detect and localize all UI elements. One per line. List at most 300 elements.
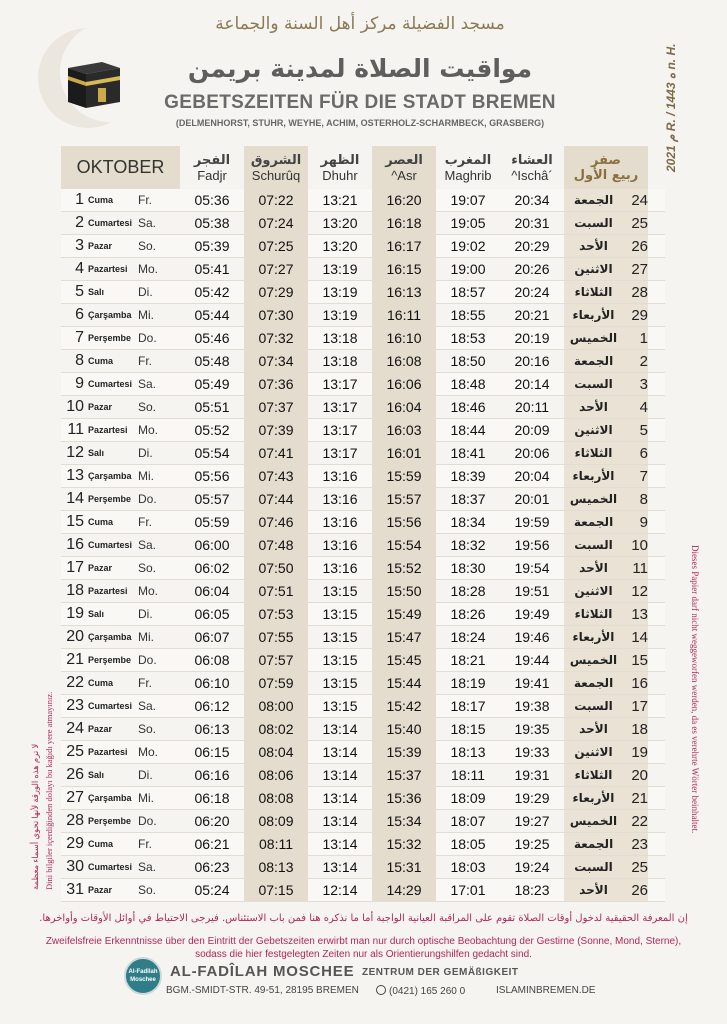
- mosque-name-arabic: مسجد الفضيلة مركز أهل السنة والجماعة: [215, 14, 505, 34]
- prayer-time: 18:23: [514, 882, 550, 898]
- prayer-time: 15:34: [372, 810, 436, 832]
- weekday-german: Mi.: [138, 630, 154, 644]
- prayer-time: 16:01: [372, 442, 436, 464]
- prayer-time: 07:48: [244, 534, 308, 556]
- prayer-time: 18:37: [450, 491, 486, 507]
- kaaba-icon: [64, 54, 124, 114]
- col-header-de: ^Asr: [391, 167, 417, 183]
- day-number: 3: [75, 237, 84, 254]
- weekday-german: Sa.: [138, 377, 157, 391]
- prayer-time: 06:05: [194, 606, 230, 622]
- prayer-time: 13:14: [322, 790, 358, 806]
- weekday-german: Di.: [138, 446, 153, 460]
- table-row: [61, 212, 665, 235]
- prayer-time: 18:21: [450, 652, 486, 668]
- prayer-time: 07:36: [244, 373, 308, 395]
- prayer-time: 15:40: [372, 718, 436, 740]
- col-header-de: Fadjr: [197, 167, 227, 183]
- hijri-day: 2: [639, 352, 648, 370]
- hijri-day: 8: [639, 490, 648, 508]
- prayer-time: 08:08: [244, 787, 308, 809]
- hijri-day: 14: [631, 628, 648, 646]
- hijri-weekday: الأحد: [579, 239, 608, 253]
- hijri-weekday: الاثنين: [574, 584, 613, 598]
- prayer-time: 18:41: [450, 445, 486, 461]
- weekday-german: Mo.: [138, 262, 159, 276]
- prayer-time: 16:04: [372, 396, 436, 418]
- hijri-day: 10: [631, 536, 648, 554]
- hijri-day: 19: [631, 743, 648, 761]
- prayer-time: 18:15: [450, 721, 486, 737]
- weekday-turkish: Pazartesi: [88, 586, 128, 596]
- footer-german-line2: sodass die hier festgelegten Zeiten nur als Orientierungshilfen gedacht sind.: [195, 949, 532, 960]
- prayer-time: 13:16: [322, 514, 358, 530]
- table-row: [61, 534, 665, 557]
- prayer-time: 19:25: [514, 836, 550, 852]
- prayer-time: 13:15: [322, 675, 358, 691]
- hijri-date: [564, 672, 648, 694]
- prayer-time: 06:15: [194, 744, 230, 760]
- hijri-month-1: صفر: [590, 152, 621, 168]
- prayer-time: 15:31: [372, 856, 436, 878]
- prayer-time: 20:29: [514, 238, 550, 254]
- prayer-time: 05:46: [194, 330, 230, 346]
- hijri-day: 4: [639, 398, 648, 416]
- prayer-time: 08:04: [244, 741, 308, 763]
- hijri-month-2: ربيع الأول: [573, 167, 639, 183]
- day-number: 23: [66, 697, 84, 714]
- prayer-time: 12:14: [322, 882, 358, 898]
- table-header: [61, 146, 665, 189]
- prayer-time: 19:35: [514, 721, 550, 737]
- hijri-day: 6: [639, 444, 648, 462]
- weekday-german: Do.: [138, 492, 157, 506]
- prayer-time: 07:34: [244, 350, 308, 372]
- left-notice-arabic: لا ترم هذه الورقة لأنها تحوي أسماء معظمة: [30, 743, 40, 890]
- prayer-time: 05:48: [194, 353, 230, 369]
- day-number: 27: [66, 789, 84, 806]
- weekday-german: Mo.: [138, 423, 159, 437]
- day-number: 8: [75, 352, 84, 369]
- hijri-day: 29: [631, 306, 648, 324]
- col-header-de: ^Ischâ´: [511, 167, 553, 183]
- hijri-date: [564, 741, 648, 763]
- prayer-time: 08:09: [244, 810, 308, 832]
- weekday-turkish: Cuma: [88, 678, 114, 688]
- col-header-schuruq: [244, 146, 308, 189]
- footer-notice-arabic: إن المعرفة الحقيقية لدخول أوقات الصلاة تقوم على المراقبة العيانية الواجبة أما ما نذكره هنا فمن باب الاستئناس. فيرجى الاحتياط في أوائل الأوقات وأواخرها.: [39, 913, 688, 924]
- prayer-time: 19:59: [514, 514, 550, 530]
- prayer-time: 07:39: [244, 419, 308, 441]
- prayer-time: 13:14: [322, 744, 358, 760]
- prayer-time: 05:38: [194, 215, 230, 231]
- year-label: 2021 ﻡ R. / ﻩ 1443 n. H.: [664, 43, 678, 172]
- prayer-time: 16:18: [372, 212, 436, 234]
- prayer-time: 13:14: [322, 836, 358, 852]
- cities-subtitle: (DELMENHORST, STUHR, WEYHE, ACHIM, OSTERHOLZ-SCHARMBECK, GRASBERG): [175, 118, 545, 128]
- prayer-time: 16:15: [372, 258, 436, 280]
- hijri-day: 21: [631, 789, 648, 807]
- hijri-date: [564, 534, 648, 556]
- hijri-date: [564, 488, 648, 510]
- prayer-time: 19:00: [450, 261, 486, 277]
- prayer-time: 07:37: [244, 396, 308, 418]
- left-notice-turkish: Dini bilgiler içerdiğinden dolayı bu kağıdı yere atmayınız.: [44, 691, 54, 890]
- prayer-time: 07:15: [244, 879, 308, 901]
- prayer-time: 13:17: [322, 376, 358, 392]
- prayer-time: 07:41: [244, 442, 308, 464]
- hijri-day: 23: [631, 835, 648, 853]
- day-number: 11: [67, 421, 84, 438]
- col-header-ar: الظهر: [320, 152, 360, 168]
- col-header-de: Schurûq: [251, 167, 301, 183]
- hijri-day: 5: [639, 421, 648, 439]
- prayer-time: 20:06: [514, 445, 550, 461]
- prayer-time: 18:44: [450, 422, 486, 438]
- hijri-day: 3: [639, 375, 648, 393]
- weekday-turkish: Salı: [88, 448, 105, 458]
- table-row: [61, 419, 665, 442]
- prayer-time: 05:41: [194, 261, 230, 277]
- day-number: 2: [75, 214, 84, 231]
- hijri-weekday: الاثنين: [574, 423, 613, 437]
- col-header-dhuhr: [308, 146, 372, 189]
- prayer-time: 19:56: [514, 537, 550, 553]
- table-row: [61, 373, 665, 396]
- prayer-time: 16:06: [372, 373, 436, 395]
- weekday-turkish: Pazar: [88, 724, 113, 734]
- prayer-time: 06:08: [194, 652, 230, 668]
- weekday-turkish: Çarşamba: [88, 310, 132, 320]
- table-row: [61, 856, 665, 879]
- prayer-time: 18:32: [450, 537, 486, 553]
- title-arabic: مواقيت الصلاة لمدينة بريمن: [187, 54, 533, 83]
- weekday-turkish: Cuma: [88, 356, 114, 366]
- weekday-turkish: Pazartesi: [88, 425, 128, 435]
- hijri-weekday: الثلاثاء: [574, 768, 613, 782]
- prayer-time: 07:44: [244, 488, 308, 510]
- hijri-date: [564, 649, 648, 671]
- prayer-time: 06:16: [194, 767, 230, 783]
- hijri-day: 11: [632, 559, 648, 577]
- prayer-time: 20:14: [514, 376, 550, 392]
- prayer-time: 15:37: [372, 764, 436, 786]
- table-row: [61, 764, 665, 787]
- weekday-german: Mi.: [138, 791, 154, 805]
- table-body: [61, 189, 665, 902]
- prayer-time: 06:07: [194, 629, 230, 645]
- hijri-weekday: الخميس: [569, 814, 618, 828]
- prayer-time: 05:56: [194, 468, 230, 484]
- prayer-time: 19:02: [450, 238, 486, 254]
- hijri-day: 26: [631, 881, 648, 899]
- day-number: 17: [66, 559, 84, 576]
- org-tagline: ZENTRUM DER GEMÄßIGKEIT: [362, 967, 519, 978]
- day-number: 28: [66, 812, 84, 829]
- hijri-weekday: الخميس: [569, 653, 618, 667]
- prayer-time: 07:24: [244, 212, 308, 234]
- table-row: [61, 603, 665, 626]
- table-row: [61, 488, 665, 511]
- hijri-weekday: الجمعة: [573, 837, 614, 851]
- prayer-time: 08:13: [244, 856, 308, 878]
- hijri-date: [564, 603, 648, 625]
- phone-number: [376, 985, 465, 997]
- hijri-date: [564, 442, 648, 464]
- prayer-time: 20:24: [514, 284, 550, 300]
- prayer-time: 06:21: [194, 836, 230, 852]
- weekday-turkish: Cumartesi: [88, 862, 133, 872]
- day-number: 30: [66, 858, 84, 875]
- phone-icon: [376, 985, 386, 995]
- day-number: 15: [66, 513, 84, 530]
- prayer-time: 13:16: [322, 468, 358, 484]
- prayer-time: 15:56: [372, 511, 436, 533]
- prayer-time: 13:14: [322, 767, 358, 783]
- logo-line2: Moschee: [130, 977, 156, 983]
- prayer-time: 18:05: [450, 836, 486, 852]
- hijri-weekday: السبت: [574, 538, 613, 552]
- prayer-time: 15:54: [372, 534, 436, 556]
- prayer-time: 06:00: [194, 537, 230, 553]
- prayer-time: 15:57: [372, 488, 436, 510]
- prayer-time: 16:13: [372, 281, 436, 303]
- weekday-turkish: Perşembe: [88, 494, 132, 504]
- weekday-german: Mo.: [138, 745, 159, 759]
- prayer-time: 07:43: [244, 465, 308, 487]
- hijri-weekday: الجمعة: [573, 676, 614, 690]
- weekday-german: So.: [138, 561, 157, 575]
- table-row: [61, 396, 665, 419]
- hijri-weekday: الأحد: [579, 400, 608, 414]
- weekday-german: Sa.: [138, 860, 157, 874]
- hijri-date: [564, 281, 648, 303]
- prayer-time: 08:02: [244, 718, 308, 740]
- table-row: [61, 189, 665, 212]
- hijri-weekday: الاثنين: [574, 745, 613, 759]
- prayer-time: 13:18: [322, 353, 358, 369]
- prayer-time: 18:53: [450, 330, 486, 346]
- table-row: [61, 787, 665, 810]
- day-number: 24: [66, 720, 84, 737]
- weekday-german: Di.: [138, 768, 153, 782]
- prayer-time: 18:30: [450, 560, 486, 576]
- hijri-weekday: الأحد: [579, 722, 608, 736]
- day-number: 19: [66, 605, 84, 622]
- hijri-weekday: الأحد: [579, 561, 608, 575]
- hijri-weekday: الثلاثاء: [574, 285, 613, 299]
- hijri-day: 20: [631, 766, 648, 784]
- prayer-time: 07:46: [244, 511, 308, 533]
- right-notice-german: Dieses Papier darf nicht weggeworfen werden, da es verehrte Wörter beinhaltet.: [690, 545, 700, 834]
- prayer-time: 13:15: [322, 606, 358, 622]
- prayer-time: 14:29: [372, 879, 436, 901]
- prayer-time: 16:11: [372, 304, 436, 326]
- col-header-de: Maghrib: [444, 167, 492, 183]
- prayer-time: 15:44: [372, 672, 436, 694]
- prayer-time: 13:20: [322, 215, 358, 231]
- prayer-time: 06:20: [194, 813, 230, 829]
- left-notice: [28, 650, 62, 890]
- prayer-time: 15:39: [372, 741, 436, 763]
- prayer-time: 06:04: [194, 583, 230, 599]
- prayer-time: 13:14: [322, 859, 358, 875]
- hijri-date: [564, 833, 648, 855]
- weekday-german: Di.: [138, 285, 153, 299]
- prayer-time: 18:46: [450, 399, 486, 415]
- prayer-time: 06:02: [194, 560, 230, 576]
- prayer-time: 05:39: [194, 238, 230, 254]
- hijri-weekday: الجمعة: [573, 354, 614, 368]
- day-number: 20: [66, 628, 84, 645]
- day-number: 4: [75, 260, 84, 277]
- table-row: [61, 833, 665, 856]
- weekday-german: Do.: [138, 331, 157, 345]
- hijri-date: [564, 212, 648, 234]
- prayer-time: 05:49: [194, 376, 230, 392]
- table-row: [61, 350, 665, 373]
- day-number: 14: [66, 490, 84, 507]
- day-number: 16: [66, 536, 84, 553]
- hijri-day: 17: [631, 697, 648, 715]
- weekday-turkish: Salı: [88, 287, 105, 297]
- prayer-time: 18:55: [450, 307, 486, 323]
- prayer-time: 16:17: [372, 235, 436, 257]
- weekday-turkish: Cuma: [88, 517, 114, 527]
- table-row: [61, 442, 665, 465]
- weekday-german: Di.: [138, 607, 153, 621]
- phone-text: (0421) 165 260 0: [389, 986, 466, 997]
- prayer-time: 20:09: [514, 422, 550, 438]
- prayer-time: 18:17: [450, 698, 486, 714]
- prayer-time: 08:11: [244, 833, 308, 855]
- prayer-time: 18:13: [450, 744, 486, 760]
- col-header-ar: الشروق: [250, 152, 302, 168]
- hijri-date: [564, 580, 648, 602]
- weekday-german: Do.: [138, 653, 157, 667]
- website-link[interactable]: ISLAMINBREMEN.DE: [496, 985, 596, 996]
- col-header-ar: المغرب: [444, 152, 492, 168]
- prayer-time: 19:54: [514, 560, 550, 576]
- prayer-time: 19:51: [514, 583, 550, 599]
- day-number: 31: [66, 881, 84, 898]
- prayer-time: 19:38: [514, 698, 550, 714]
- weekday-turkish: Çarşamba: [88, 471, 132, 481]
- prayer-time: 13:19: [322, 307, 358, 323]
- day-number: 26: [66, 766, 84, 783]
- hijri-weekday: السبت: [574, 216, 613, 230]
- prayer-time: 06:18: [194, 790, 230, 806]
- day-number: 25: [66, 743, 84, 760]
- day-number: 12: [66, 444, 84, 461]
- weekday-german: Fr.: [138, 837, 152, 851]
- table-row: [61, 580, 665, 603]
- hijri-weekday: السبت: [574, 860, 613, 874]
- prayer-time: 13:15: [322, 583, 358, 599]
- table-row: [61, 465, 665, 488]
- col-header-de: Dhuhr: [322, 167, 358, 183]
- hijri-weekday: الجمعة: [573, 515, 614, 529]
- prayer-times-table: [61, 146, 665, 902]
- table-row: [61, 810, 665, 833]
- prayer-time: 08:00: [244, 695, 308, 717]
- weekday-turkish: Pazartesi: [88, 264, 128, 274]
- prayer-time: 18:07: [450, 813, 486, 829]
- day-number: 18: [66, 582, 84, 599]
- weekday-turkish: Salı: [88, 609, 105, 619]
- table-row: [61, 718, 665, 741]
- hijri-date: [564, 304, 648, 326]
- weekday-german: Fr.: [138, 354, 152, 368]
- prayer-time: 15:49: [372, 603, 436, 625]
- prayer-time: 19:33: [514, 744, 550, 760]
- address: BGM.-SMIDT-STR. 49-51, 28195 BREMEN: [166, 985, 359, 996]
- hijri-day: 1: [639, 329, 648, 347]
- prayer-time: 15:52: [372, 557, 436, 579]
- hijri-day: 27: [631, 260, 648, 278]
- weekday-turkish: Çarşamba: [88, 793, 132, 803]
- day-number: 10: [66, 398, 84, 415]
- mosque-logo: [124, 957, 162, 995]
- weekday-german: So.: [138, 883, 157, 897]
- hijri-weekday: الخميس: [569, 492, 618, 506]
- prayer-time: 15:50: [372, 580, 436, 602]
- hijri-date: [564, 511, 648, 533]
- weekday-german: Mo.: [138, 584, 159, 598]
- prayer-time: 05:52: [194, 422, 230, 438]
- prayer-time: 18:48: [450, 376, 486, 392]
- weekday-german: So.: [138, 400, 157, 414]
- weekday-turkish: Cumartesi: [88, 218, 133, 228]
- table-row: [61, 304, 665, 327]
- col-header-ischa: [500, 146, 564, 189]
- prayer-time: 19:31: [514, 767, 550, 783]
- weekday-german: So.: [138, 239, 157, 253]
- prayer-time: 13:20: [322, 238, 358, 254]
- hijri-weekday: السبت: [574, 699, 613, 713]
- hijri-date: [564, 787, 648, 809]
- prayer-time: 05:24: [194, 882, 230, 898]
- hijri-date: [564, 810, 648, 832]
- weekday-turkish: Perşembe: [88, 816, 132, 826]
- hijri-day: 16: [631, 674, 648, 692]
- prayer-time: 06:13: [194, 721, 230, 737]
- prayer-time: 13:16: [322, 537, 358, 553]
- hijri-weekday: الأربعاء: [572, 469, 615, 483]
- logo-line1: Al-Fadîlah: [128, 969, 158, 975]
- day-number: 1: [75, 191, 84, 208]
- prayer-time: 18:11: [451, 767, 485, 783]
- prayer-time: 05:44: [194, 307, 230, 323]
- prayer-time: 20:04: [514, 468, 550, 484]
- weekday-german: Sa.: [138, 216, 157, 230]
- prayer-time: 15:36: [372, 787, 436, 809]
- table-row: [61, 281, 665, 304]
- prayer-time: 07:53: [244, 603, 308, 625]
- weekday-turkish: Pazartesi: [88, 747, 128, 757]
- prayer-time: 07:29: [244, 281, 308, 303]
- prayer-time: 08:06: [244, 764, 308, 786]
- prayer-time: 07:59: [244, 672, 308, 694]
- prayer-time: 13:15: [322, 629, 358, 645]
- prayer-time: 18:24: [450, 629, 486, 645]
- weekday-german: Sa.: [138, 538, 157, 552]
- day-number: 13: [66, 467, 84, 484]
- weekday-turkish: Pazar: [88, 402, 113, 412]
- hijri-day: 26: [631, 237, 648, 255]
- prayer-time: 05:59: [194, 514, 230, 530]
- hijri-weekday: الخميس: [569, 331, 618, 345]
